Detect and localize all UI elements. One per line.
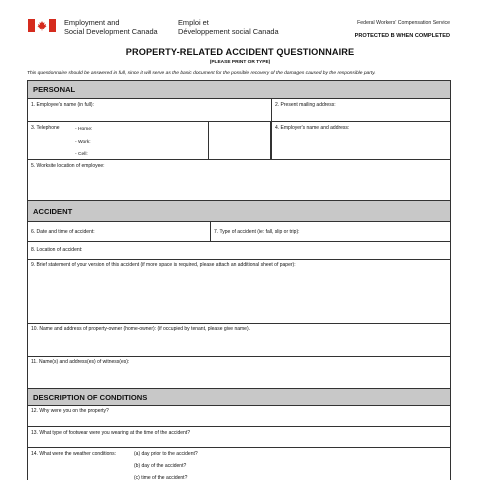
accident-type-label: 7. Type of accident (ie: fall, slip or trip): xyxy=(214,229,300,235)
footwear-label: 13. What type of footwear were you wearing at the time of the accident? xyxy=(31,430,190,436)
property-owner-field[interactable] xyxy=(28,324,450,357)
canada-flag-icon xyxy=(28,19,56,32)
accident-statement-label: 9. Brief statement of your version of this accident (if more space is required, please attach an additional sheet of paper): xyxy=(31,262,296,268)
worksite-location-field[interactable] xyxy=(28,160,450,201)
reason-on-property-label: 12. Why were you on the property? xyxy=(31,408,109,414)
employee-name-label: 1. Employee's name (in full): xyxy=(31,102,94,108)
accident-date-field[interactable] xyxy=(28,222,210,241)
row-date-type xyxy=(28,222,450,242)
questionnaire-form xyxy=(27,80,451,480)
accident-date-label: 6. Date and time of accident: xyxy=(31,229,95,235)
property-owner-label: 10. Name and address of property-owner (home-owner): (if occupied by tenant, please give name). xyxy=(31,326,251,332)
section-conditions xyxy=(28,389,450,406)
employer-field[interactable] xyxy=(271,122,450,159)
intro-text: This questionnaire should be answered in full, since it will serve as the basic document for the possible recovery of the damages caused by the responsible party. xyxy=(27,71,376,76)
telephone-label: 3. Telephone xyxy=(31,125,60,131)
footwear-field[interactable] xyxy=(28,427,450,448)
accident-location-label: 8. Location of accident: xyxy=(31,247,83,253)
weather-conditions-label: 14. What were the weather conditions: xyxy=(31,451,117,457)
department-name-french: Emploi et Développement social Canada xyxy=(178,18,279,36)
department-name-english: Employment and Social Development Canada xyxy=(64,18,158,36)
accident-statement-field[interactable] xyxy=(28,260,450,324)
reason-on-property-field[interactable] xyxy=(28,406,450,427)
employer-label: 4. Employer's name and address: xyxy=(275,125,350,131)
telephone-group xyxy=(28,122,271,159)
accident-location-field[interactable] xyxy=(28,242,450,260)
employee-name-field[interactable] xyxy=(28,99,271,121)
weather-day-of-label: (b) day of the accident? xyxy=(134,463,187,469)
telephone-cell-label: - Cell: xyxy=(75,152,88,157)
worksite-location-label: 5. Worksite location of employee: xyxy=(31,163,105,169)
service-name: Federal Workers' Compensation Service xyxy=(357,20,450,26)
security-classification: PROTECTED B WHEN COMPLETED xyxy=(354,33,450,39)
telephone-input-column[interactable] xyxy=(208,122,271,159)
mailing-address-label: 2. Present mailing address: xyxy=(275,102,336,108)
mailing-address-field[interactable] xyxy=(271,99,450,121)
telephone-work-label: - Work: xyxy=(75,140,91,145)
row-name-address xyxy=(28,99,450,122)
accident-type-field[interactable] xyxy=(210,222,450,241)
section-conditions-title: DESCRIPTION OF CONDITIONS xyxy=(33,393,148,402)
row-telephone-employer xyxy=(28,122,450,160)
page-title: PROPERTY-RELATED ACCIDENT QUESTIONNAIRE xyxy=(125,47,355,57)
weather-conditions-field[interactable] xyxy=(28,448,450,488)
section-personal xyxy=(28,81,450,99)
weather-time-of-label: (c) time of the accident? xyxy=(134,475,188,481)
witnesses-label: 11. Name(s) and address(es) of witness(es): xyxy=(31,359,130,365)
telephone-home-label: - Home: xyxy=(75,127,93,132)
weather-day-prior-label: (a) day prior to the accident? xyxy=(134,451,198,457)
witnesses-field[interactable] xyxy=(28,357,450,389)
page-subtitle: (PLEASE PRINT OR TYPE) xyxy=(209,60,271,65)
section-personal-title: PERSONAL xyxy=(33,85,76,94)
section-accident-title: ACCIDENT xyxy=(33,207,73,216)
section-accident xyxy=(28,201,450,222)
